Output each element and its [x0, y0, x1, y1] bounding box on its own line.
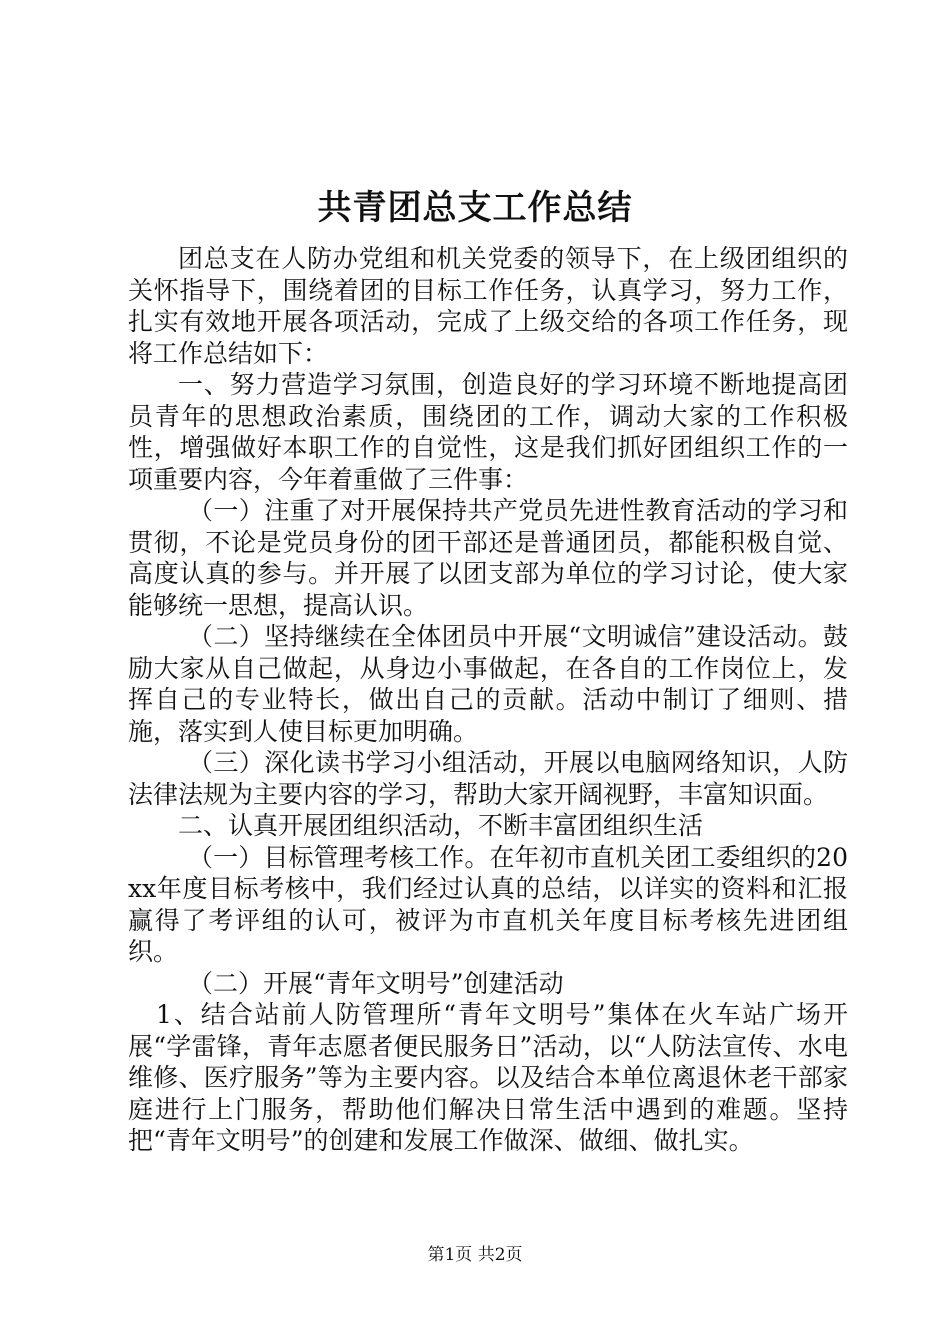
paragraph-section-1-item-3: （三）深化读书学习小组活动，开展以电脑网络知识，人防法律法规为主要内容的学习，帮助大家开阔视野，丰富知识面。 [128, 748, 848, 809]
paragraph-section-2-item-2: （二）开展“青年文明号”创建活动 [188, 968, 564, 998]
paragraph-section-1-item-1: （一）注重了对开展保持共产党员先进性教育活动的学习和贯彻，不论是党员身份的团干部还是普通团员，都能积极自觉、高度认真的参与。并开展了以团支部为单位的学习讨论，使大家能够统一思想，提高认识。 [128, 496, 848, 620]
document-title: 共青团总支工作总结 [317, 188, 633, 228]
paragraph-section-1-item-2: （二）坚持继续在全体团员中开展“文明诚信”建设活动。鼓励大家从自己做起，从身边小事做起，在各自的工作岗位上，发挥自己的专业特长，做出自己的贡献。活动中制订了细则、措施，落实到人使目标更加明确。 [128, 622, 848, 746]
paragraph-section-1: 一、努力营造学习氛围，创造良好的学习环境不断地提高团员青年的思想政治素质，围绕团的工作，调动大家的工作积极性，增强做好本职工作的自觉性，这是我们抓好团组织工作的一项重要内容，今年着重做了三件事： [128, 370, 848, 494]
paragraph-section-2: 二、认真开展团组织活动，不断丰富团组织生活 [178, 811, 704, 840]
document-body [128, 243, 848, 1157]
paragraph-intro: 团总支在人防办党组和机关党委的领导下，在上级团组织的关怀指导下，围绕着团的目标工作任务，认真学习，努力工作，扎实有效地开展各项活动，完成了上级交给的各项工作任务，现将工作总结如下： [128, 244, 848, 368]
paragraph-section-2-item-2-point-1: 1、结合站前人防管理所“青年文明号”集体在火车站广场开展“学雷锋，青年志愿者便民服务日”活动，以“人防法宣传、水电维修、医疗服务”等为主要内容。以及结合本单位离退休老干部家庭进行上门服务，帮助他们解决日常生活中遇到的难题。坚持把“青年文明号”的创建和发展工作做深、做细、做扎实。 [128, 1000, 848, 1155]
page-footer: 第1页 共2页 [427, 1245, 523, 1265]
paragraph-section-2-item-1: （一）目标管理考核工作。在年初市直机关团工委组织的20xx年度目标考核中，我们经过认真的总结，以详实的资料和汇报赢得了考评组的认可，被评为市直机关年度目标考核先进团组织。 [128, 842, 848, 966]
